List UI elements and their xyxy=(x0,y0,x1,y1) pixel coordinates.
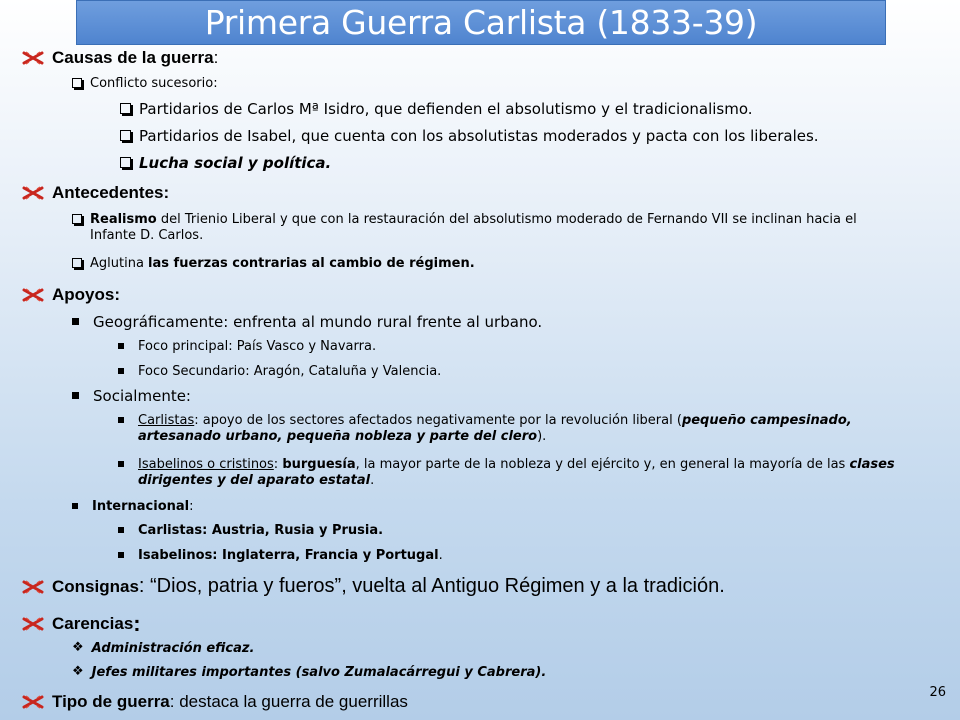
square-bullet-icon xyxy=(72,318,79,325)
apoyos-heading: Apoyos: xyxy=(52,285,120,304)
cross-bullet-icon xyxy=(22,695,44,709)
list-item: Partidarios de Carlos Mª Isidro, que defienden el absolutismo y el tradicionalismo. xyxy=(120,100,753,118)
title-bar xyxy=(76,0,886,45)
checkbox-bullet-icon xyxy=(120,103,131,114)
square-bullet-icon xyxy=(118,417,124,423)
list-item: Isabelinos: Inglaterra, Francia y Portugal. xyxy=(118,548,443,563)
tipo-row: Tipo de guerra : destaca la guerra de guerrillas xyxy=(22,692,408,712)
page-number: 26 xyxy=(929,685,946,700)
consignas-row: Consignas : “Dios, patria y fueros”, vuelta al Antiguo Régimen y a la tradición. xyxy=(22,575,725,598)
list-item: Foco principal: País Vasco y Navarra. xyxy=(118,339,376,354)
square-bullet-icon xyxy=(118,343,124,349)
antecedentes-heading: Antecedentes: xyxy=(52,183,170,202)
cross-bullet-icon xyxy=(22,580,44,594)
square-bullet-icon xyxy=(118,461,124,467)
tipo-heading: Tipo de guerra xyxy=(52,692,170,711)
causas-heading: Causas de la guerra xyxy=(52,48,214,67)
list-item: Carlistas: apoyo de los sectores afectados negativamente por la revolución liberal (pequeño campesinado, artesanado urbano, pequeña nobleza y parte del clero). xyxy=(118,413,918,445)
causas-heading-row: Causas de la guerra : xyxy=(22,48,218,68)
list-item: Partidarios de Isabel, que cuenta con los absolutistas moderados y pacta con los liberales. xyxy=(120,127,819,145)
consignas-heading: Consignas xyxy=(52,576,139,596)
slide-title: Primera Guerra Carlista (1833-39) xyxy=(204,3,758,42)
list-item: Aglutina las fuerzas contrarias al cambio de régimen. xyxy=(72,256,475,271)
checkbox-bullet-icon xyxy=(120,130,131,141)
list-item: Realismo del Trienio Liberal y que con la restauración del absolutismo moderado de Fernando VII se inclinan hacia el Infante D. Carlos. xyxy=(72,212,890,244)
list-item: Foco Secundario: Aragón, Cataluña y Valencia. xyxy=(118,364,441,379)
checkbox-bullet-icon xyxy=(72,214,82,224)
list-item: Carlistas: Austria, Rusia y Prusia. xyxy=(118,523,383,538)
cross-bullet-icon xyxy=(22,288,44,302)
cross-bullet-icon xyxy=(22,186,44,200)
square-bullet-icon xyxy=(72,503,78,509)
square-bullet-icon xyxy=(118,527,124,533)
checkbox-bullet-icon xyxy=(72,78,82,88)
list-item: Internacional: xyxy=(72,499,194,514)
square-bullet-icon xyxy=(72,392,79,399)
cross-bullet-icon xyxy=(22,51,44,65)
list-item: Lucha social y política. xyxy=(120,154,331,172)
antecedentes-heading-row xyxy=(22,183,169,203)
square-bullet-icon xyxy=(118,552,124,558)
list-item: ❖ Jefes militares importantes (salvo Zumalacárregui y Cabrera). xyxy=(72,663,547,680)
checkbox-bullet-icon xyxy=(120,157,131,168)
list-item: Geográficamente: enfrenta al mundo rural frente al urbano. xyxy=(72,313,542,331)
apoyos-heading-row xyxy=(22,285,120,305)
list-item: Conflicto sucesorio: xyxy=(72,76,218,91)
diamond-bullet-icon: ❖ xyxy=(72,663,84,678)
cross-bullet-icon xyxy=(22,617,44,631)
square-bullet-icon xyxy=(118,368,124,374)
carencias-heading-row: Carencias : xyxy=(22,611,141,637)
carencias-heading: Carencias xyxy=(52,614,134,633)
checkbox-bullet-icon xyxy=(72,258,82,268)
diamond-bullet-icon: ❖ xyxy=(72,639,84,654)
list-item: Isabelinos o cristinos: burguesía, la mayor parte de la nobleza y del ejército y, en general la mayoría de las clases dirigentes y del aparato estatal. xyxy=(118,457,928,489)
list-item: Socialmente: xyxy=(72,387,191,405)
list-item: ❖ Administración eficaz. xyxy=(72,639,255,656)
